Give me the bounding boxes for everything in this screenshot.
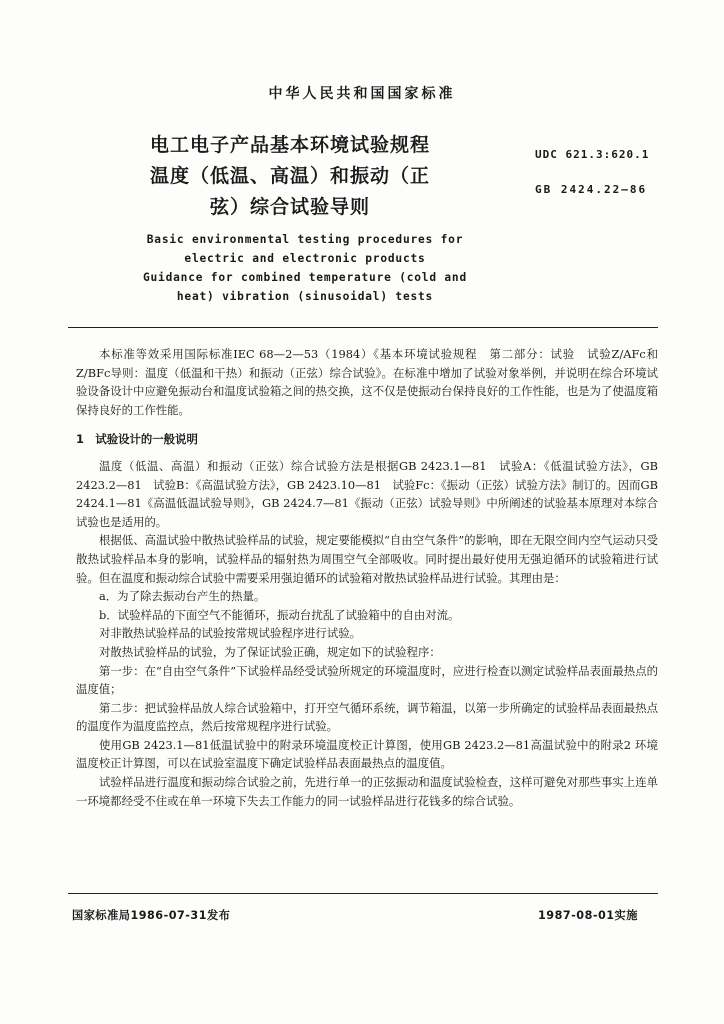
title-line-3: 弦）综合试验导则: [209, 196, 370, 218]
paragraph-1: 温度（低温、高温）和振动（正弦）综合试验方法是根据GB 2423.1—81 试验A：《低温试验方法》，GB 2423.2—81 试验B：《高温试验方法》，GB 2423.10—81 试验Fc：《振动（正弦）试验方法》制订的。因而GB 2424.1—81《高温低温试验导则》，GB 2424.7—81《振动（正弦）试验导则》中所阐述的试验基本原理对本综合试验也是适用的。: [76, 458, 658, 529]
gb-number: GB 2424.22—86: [535, 183, 648, 196]
list-item-b: b．试验样品的下面空气不能循环，振动台扰乱了试验箱中的自由对流。: [99, 607, 460, 622]
paragraph-3: 对非散热试验样品的试验按常规试验程序进行试验。: [99, 626, 361, 641]
english-title-line-4: heat) vibration (sinusoidal) tests: [176, 290, 434, 303]
paragraph-5: 使用GB 2423.1—81低温试验中的附录环境温度校正计算图，使用GB 2423.2—81高温试验中的附录2 环境温度校正计算图，可以在试验室温度下确定试验样品表面最热点的温度值。: [76, 737, 658, 771]
document-body: [76, 345, 658, 810]
chinese-title: [120, 130, 460, 223]
paragraph-4: 对散热试验样品的试验，为了保证试验正确，规定如下的试验程序：: [99, 644, 441, 659]
effective-date: 1987-08-01实施: [538, 909, 638, 922]
section-1-heading: 1 试验设计的一般说明: [76, 432, 198, 447]
paragraph-6: 试验样品进行温度和振动综合试验之前，先进行单一的正弦振动和温度试验检查，这样可避免对那些事实上连单一环境都经受不住或在单一环境下失去工作能力的同一试验样品进行花钱多的综合试验。: [76, 775, 658, 808]
english-title-line-2: electric and electronic products: [184, 252, 426, 265]
list-item-a: a．为了除去振动台产生的热量。: [99, 589, 266, 604]
step-2: 第二步：把试验样品放人综合试验箱中，打开空气循环系统，调节箱温，以第一步所确定的试验样品表面最热点的温度作为温度监控点，然后按常规程序进行试验。: [76, 700, 658, 734]
udc-code: UDC 621.3:620.1: [535, 148, 650, 161]
footer-divider: [68, 893, 658, 894]
intro-paragraph: 本标准等效采用国际标准IEC 68—2—53（1984）《基本环境试验规程 第二部分：试验 试验Z/AFc和Z/BFc导则：温度（低温和干热）和振动（正弦）综合试验》。在标准中增加了试验对象举例，并说明在综合环境试验设备设计中应避免振动台和温度试验箱之间的热交换，这不仅是使振动台保持良好的工作性能，也是为了使温度箱保持良好的工作性能。: [76, 347, 658, 417]
title-line-1: 电工电子产品基本环境试验规程: [149, 134, 430, 156]
english-title: [140, 230, 470, 306]
title-line-2: 温度（低温、高温）和振动（正: [149, 165, 430, 187]
step-1: 第一步：在“自由空气条件”下试验样品经受试验所规定的环境温度时，应进行检查以测定试验样品表面最热点的温度值；: [76, 663, 658, 697]
header-divider: [68, 327, 658, 328]
paragraph-2: 根据低、高温试验中散热试验样品的试验，规定要能模拟“自由空气条件”的影响，即在无限空间内空气运动只受散热试验样品本身的影响，试验样品的辐射热为周围空气全部吸收。同时提出最好使用无强迫循环的试验箱进行试验。但在温度和振动综合试验中需要采用强迫循环的试验箱对散热试验样品进行试验。其理由是：: [76, 533, 658, 585]
english-title-line-1: Basic environmental testing procedures for: [146, 233, 464, 246]
english-title-line-3: Guidance for combined temperature (cold and: [142, 271, 468, 284]
standard-type-heading: 中华人民共和国国家标准: [268, 86, 456, 102]
issue-date: 国家标准局1986-07-31发布: [72, 909, 231, 922]
